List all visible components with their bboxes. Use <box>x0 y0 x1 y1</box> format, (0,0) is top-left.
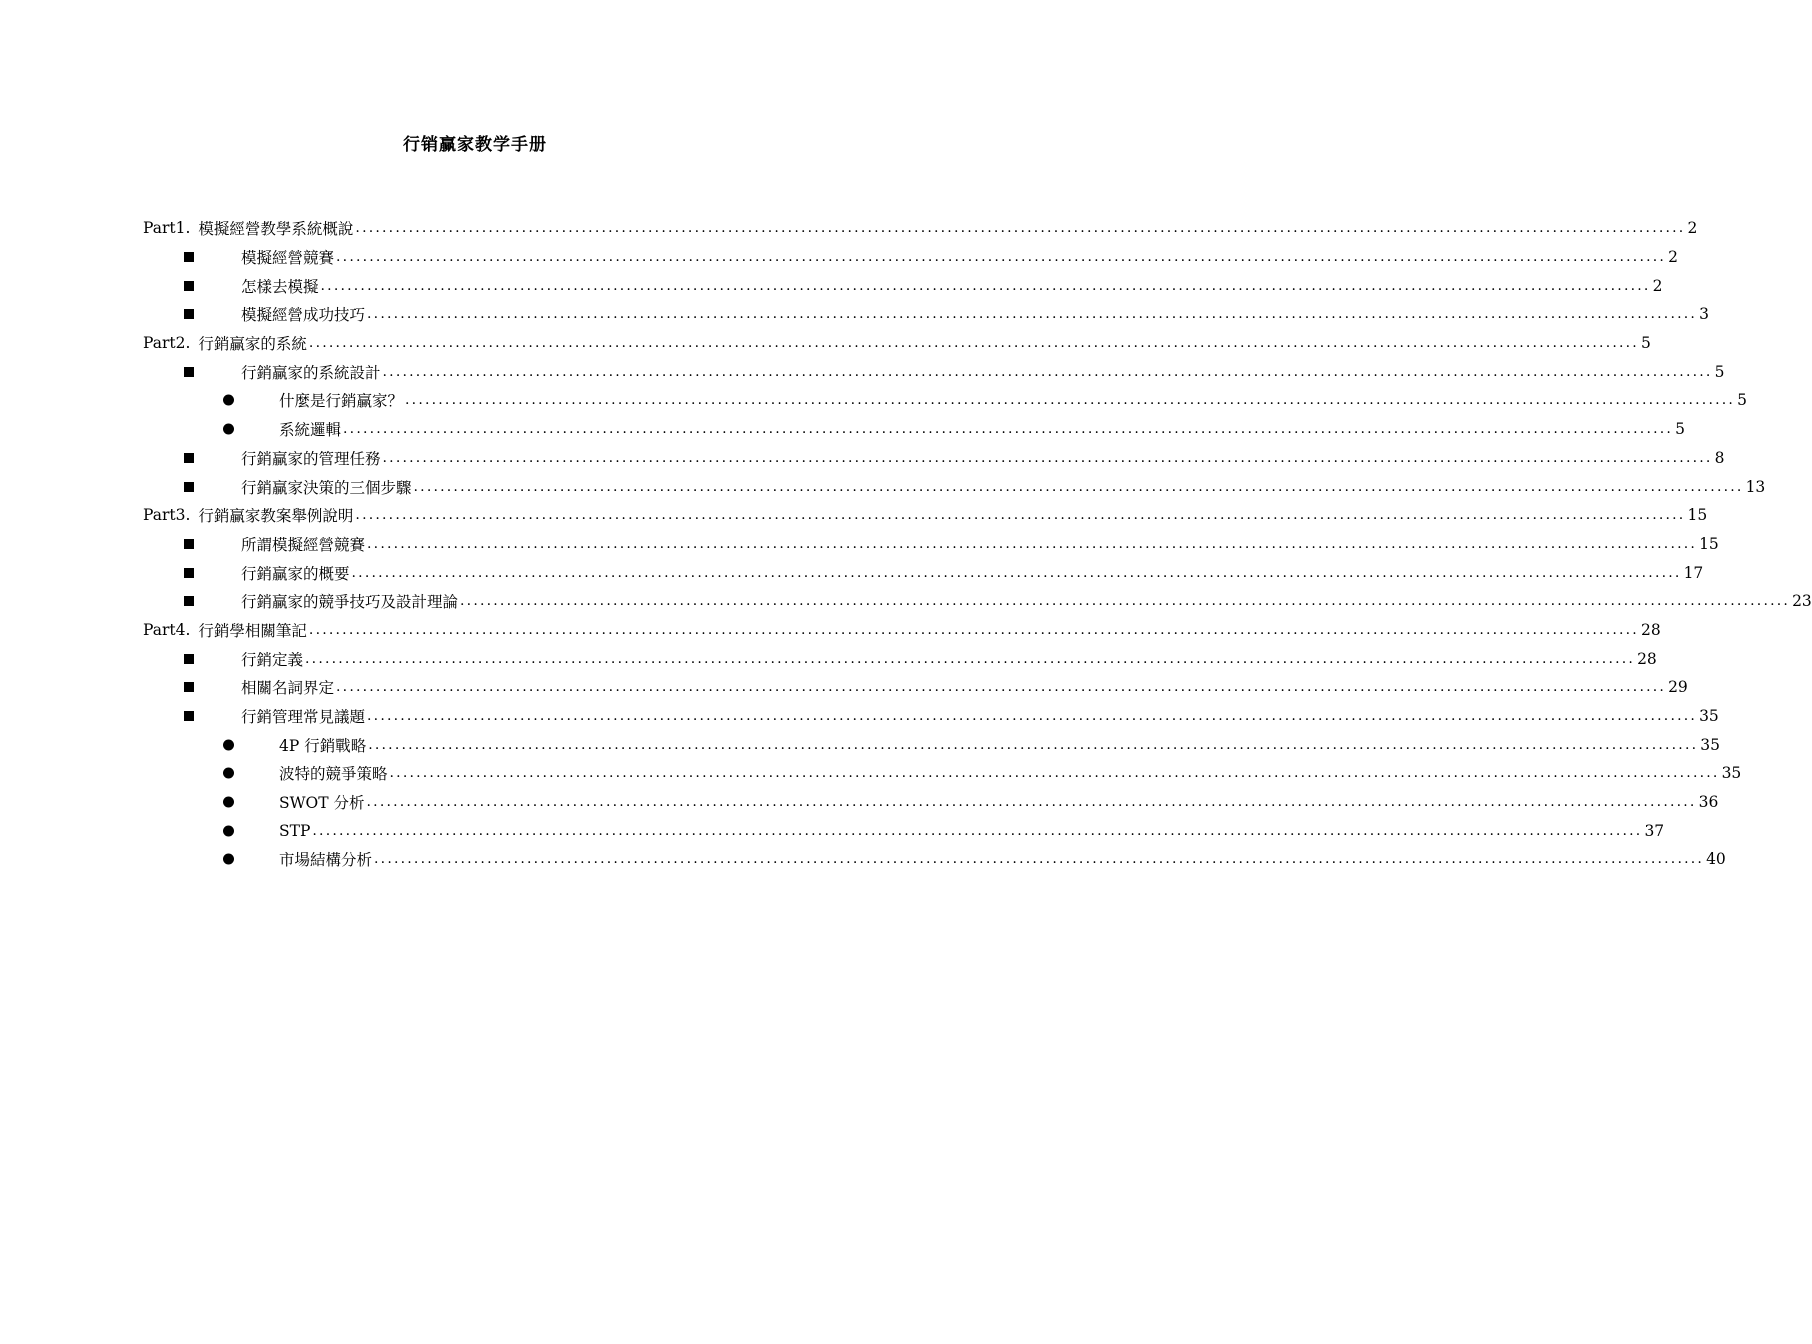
round-bullet-icon <box>223 854 234 865</box>
toc-entry-label: 所謂模擬經營競賽 <box>241 535 366 554</box>
dot-leader: ........................................................................................................................................................................................................ <box>460 593 1791 610</box>
toc-entry[interactable] <box>143 472 1766 501</box>
toc-entry[interactable] <box>143 845 1726 874</box>
toc-entry[interactable] <box>143 644 1657 673</box>
toc-page-number: 35 <box>1699 707 1719 726</box>
toc-entry-label: 波特的競爭策略 <box>279 765 388 784</box>
toc-page-number: 35 <box>1700 735 1720 754</box>
dot-leader: ........................................................................................................................................................................................................ <box>343 421 1674 438</box>
round-bullet-icon <box>223 395 234 406</box>
square-bullet-icon <box>184 281 194 291</box>
toc-entry[interactable] <box>143 673 1688 702</box>
toc-entry[interactable] <box>143 214 1698 243</box>
toc-page-number: 5 <box>1640 334 1651 353</box>
toc-page-number: 28 <box>1637 649 1657 668</box>
toc-entry-label: 模擬經營成功技巧 <box>241 306 366 325</box>
toc-entry-label: 行銷贏家的競爭技巧及設計理論 <box>241 593 459 612</box>
document-title: 行销赢家教学手册 <box>403 135 547 155</box>
square-bullet-icon <box>184 252 194 262</box>
toc-entry-label: 行銷贏家的系統 <box>198 335 307 354</box>
toc-page-number: 28 <box>1640 620 1661 639</box>
toc-part-number: Part3. <box>143 506 191 525</box>
toc-entry[interactable] <box>143 530 1719 559</box>
toc-page-number: 35 <box>1721 764 1742 783</box>
toc-entry[interactable] <box>143 730 1720 759</box>
dot-leader: ........................................................................................................................................................................................................ <box>351 564 1682 581</box>
dot-leader: ........................................................................................................................................................................................................ <box>368 736 1699 753</box>
dot-leader: ........................................................................................................................................................................................................ <box>336 679 1667 696</box>
dot-leader: ........................................................................................................................................................................................................ <box>367 708 1698 725</box>
toc-page-number: 5 <box>1714 362 1725 381</box>
dot-leader: ........................................................................................................................................................................................................ <box>355 220 1686 237</box>
toc-entry[interactable] <box>143 444 1725 473</box>
toc-page-number: 36 <box>1698 793 1719 812</box>
toc-entry-label: 系統邏輯 <box>279 421 342 440</box>
dot-leader: ........................................................................................................................................................................................................ <box>382 363 1713 380</box>
toc-page-number: 2 <box>1652 276 1663 295</box>
square-bullet-icon <box>184 596 194 606</box>
toc-page-number: 23 <box>1792 592 1812 611</box>
dot-leader: ........................................................................................................................................................................................................ <box>308 621 1639 638</box>
toc-entry[interactable] <box>143 788 1719 817</box>
dot-leader: ........................................................................................................................................................................................................ <box>382 449 1713 466</box>
toc-page-number: 2 <box>1687 219 1698 238</box>
table-of-contents <box>143 214 1812 874</box>
toc-entry[interactable] <box>143 271 1663 300</box>
toc-part-number: Part2. <box>143 334 191 353</box>
round-bullet-icon <box>223 424 234 435</box>
toc-page-number: 17 <box>1683 563 1704 582</box>
toc-entry[interactable] <box>143 587 1812 616</box>
square-bullet-icon <box>184 309 194 319</box>
toc-entry[interactable] <box>143 300 1709 329</box>
dot-leader: ........................................................................................................................................................................................................ <box>413 478 1744 495</box>
square-bullet-icon <box>184 482 194 492</box>
toc-entry[interactable] <box>143 243 1678 272</box>
toc-entry[interactable] <box>143 357 1725 386</box>
round-bullet-icon <box>223 768 234 779</box>
dot-leader: ........................................................................................................................................................................................................ <box>405 392 1736 409</box>
toc-entry-label: 行銷定義 <box>241 650 304 669</box>
dot-leader: ........................................................................................................................................................................................................ <box>355 507 1686 524</box>
dot-leader: ........................................................................................................................................................................................................ <box>366 794 1697 811</box>
toc-entry-label: 相關名詞界定 <box>241 679 335 698</box>
toc-entry[interactable] <box>143 558 1704 587</box>
square-bullet-icon <box>184 568 194 578</box>
toc-entry-label: 怎樣去模擬 <box>241 277 319 296</box>
toc-entry[interactable] <box>143 759 1742 788</box>
dot-leader: ........................................................................................................................................................................................................ <box>305 650 1636 667</box>
round-bullet-icon <box>223 739 234 750</box>
toc-page-number: 3 <box>1699 305 1709 324</box>
toc-entry-label: 行銷贏家的管理任務 <box>241 449 381 468</box>
dot-leader: ........................................................................................................................................................................................................ <box>336 249 1667 266</box>
dot-leader: ........................................................................................................................................................................................................ <box>374 851 1705 868</box>
toc-entry-label: 行銷學相關筆記 <box>198 621 307 640</box>
toc-entry-label: STP <box>279 821 311 840</box>
toc-entry[interactable] <box>143 329 1651 358</box>
toc-page-number: 5 <box>1737 391 1747 410</box>
toc-entry[interactable] <box>143 415 1685 444</box>
toc-page-number: 5 <box>1675 420 1685 439</box>
square-bullet-icon <box>184 654 194 664</box>
toc-page-number: 8 <box>1714 448 1725 467</box>
toc-entry[interactable] <box>143 816 1665 845</box>
dot-leader: ........................................................................................................................................................................................................ <box>367 306 1698 323</box>
toc-page-number: 37 <box>1644 821 1665 840</box>
toc-page-number: 29 <box>1668 678 1688 697</box>
toc-page-number: 15 <box>1687 506 1708 525</box>
toc-entry-label: 4P 行銷戰略 <box>279 736 367 755</box>
square-bullet-icon <box>184 453 194 463</box>
toc-entry-label: 行銷管理常見議題 <box>241 708 366 727</box>
toc-entry-label: 什麼是行銷贏家？ <box>279 392 404 411</box>
toc-entry-label: 行銷贏家的概要 <box>241 564 350 583</box>
toc-entry-label: 行銷贏家教案舉例說明 <box>198 507 354 526</box>
toc-entry-label: 行銷贏家的系統設計 <box>241 363 381 382</box>
toc-entry-label: 市場結構分析 <box>279 851 373 870</box>
dot-leader: ........................................................................................................................................................................................................ <box>308 335 1639 352</box>
round-bullet-icon <box>223 825 234 836</box>
toc-page-number: 40 <box>1706 850 1726 869</box>
toc-entry-label: SWOT 分析 <box>279 794 365 813</box>
square-bullet-icon <box>184 711 194 721</box>
toc-page-number: 2 <box>1668 248 1678 267</box>
toc-entry-label: 行銷贏家決策的三個步驟 <box>241 478 412 497</box>
toc-entry[interactable] <box>143 702 1719 731</box>
toc-entry[interactable] <box>143 501 1708 530</box>
toc-entry-label: 模擬經營教學系統概說 <box>198 220 354 239</box>
round-bullet-icon <box>223 797 234 808</box>
toc-part-number: Part4. <box>143 620 191 639</box>
toc-part-number: Part1. <box>143 219 191 238</box>
toc-entry-label: 模擬經營競賽 <box>241 249 335 268</box>
dot-leader: ........................................................................................................................................................................................................ <box>312 822 1643 839</box>
square-bullet-icon <box>184 682 194 692</box>
square-bullet-icon <box>184 539 194 549</box>
toc-page-number: 15 <box>1699 534 1719 553</box>
dot-leader: ........................................................................................................................................................................................................ <box>389 765 1720 782</box>
toc-page-number: 13 <box>1745 477 1766 496</box>
toc-entry[interactable] <box>143 616 1661 645</box>
dot-leader: ........................................................................................................................................................................................................ <box>367 535 1698 552</box>
dot-leader: ........................................................................................................................................................................................................ <box>320 277 1651 294</box>
square-bullet-icon <box>184 367 194 377</box>
toc-entry[interactable] <box>143 386 1747 415</box>
